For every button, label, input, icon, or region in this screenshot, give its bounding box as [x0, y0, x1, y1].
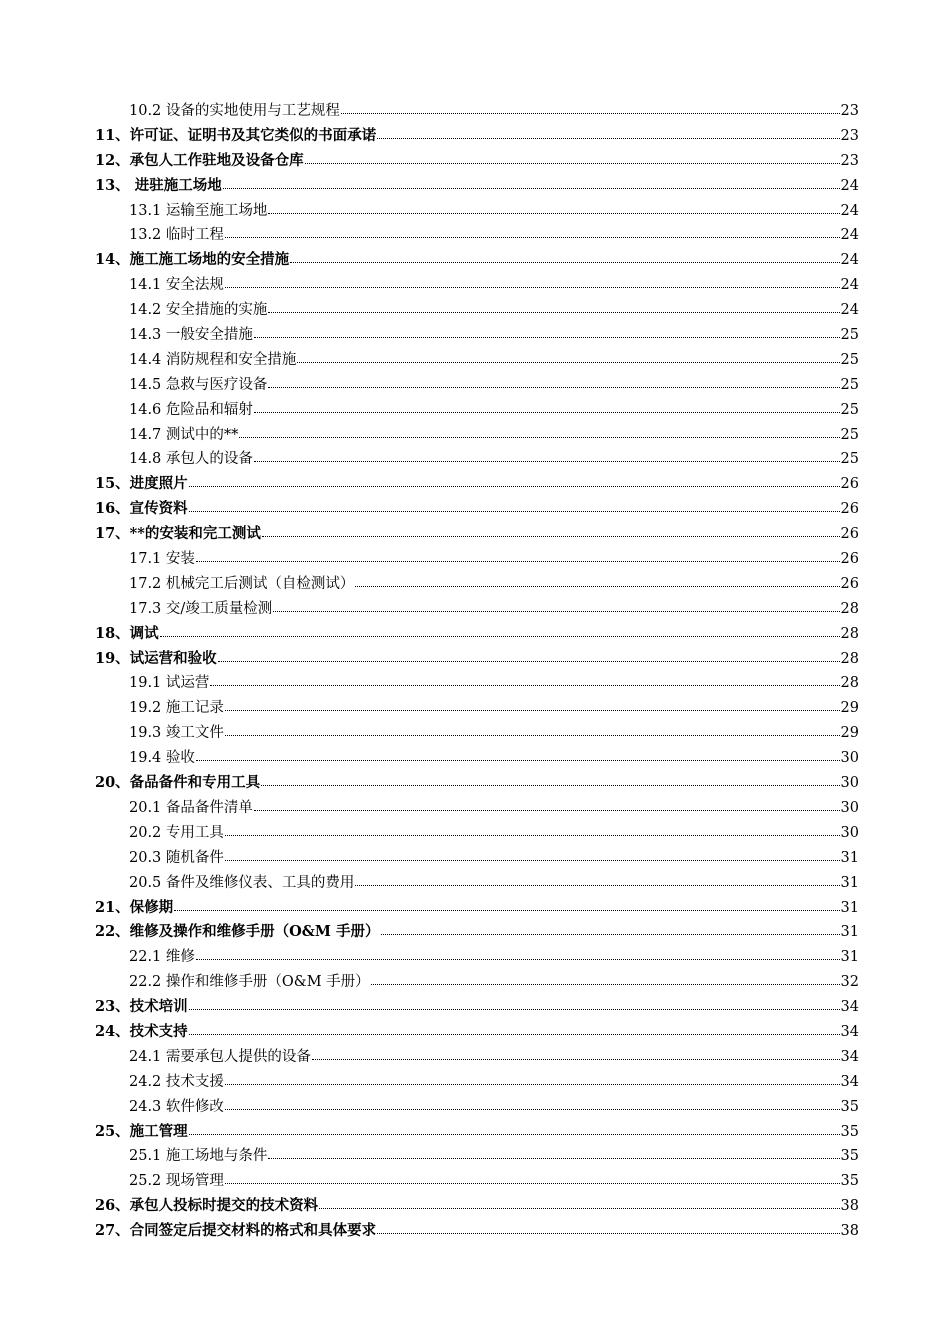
toc-entry-title: 12、承包人工作驻地及设备仓库: [95, 151, 304, 169]
toc-entry-title: 13.1 运输至施工场地: [129, 202, 268, 219]
toc-entry-page-number: 34: [840, 1048, 859, 1065]
toc-entry-subsection[interactable]: [95, 423, 859, 448]
toc-entry-title: 13、 进驻施工场地: [95, 176, 222, 194]
toc-entry-page-number: 26: [840, 551, 859, 568]
dot-leader: [254, 449, 840, 462]
dot-leader: [225, 1171, 840, 1184]
dot-leader: [225, 698, 840, 711]
dot-leader: [196, 947, 840, 960]
toc-entry-title: 20.2 专用工具: [129, 824, 224, 841]
toc-entry-section[interactable]: [95, 896, 859, 921]
dot-leader: [223, 176, 840, 189]
toc-entry-subsection[interactable]: [95, 970, 859, 995]
toc-entry-title: 14.3 一般安全措施: [129, 327, 253, 344]
toc-entry-title: 20.3 随机备件: [129, 849, 224, 866]
toc-entry-subsection[interactable]: [95, 796, 859, 821]
toc-entry-title: 27、合同签定后提交材料的格式和具体要求: [95, 1222, 377, 1240]
toc-entry-title: 20.1 备品备件清单: [129, 799, 253, 816]
toc-entry-subsection[interactable]: [95, 199, 859, 224]
toc-entry-subsection[interactable]: [95, 1095, 859, 1120]
dot-leader: [273, 599, 839, 612]
toc-entry-title: 14.8 承包人的设备: [129, 451, 253, 468]
toc-entry-subsection[interactable]: [95, 721, 859, 746]
toc-entry-page-number: 30: [840, 799, 859, 816]
toc-entry-title: 20.5 备件及维修仪表、工具的费用: [129, 874, 355, 891]
toc-entry-page-number: 28: [840, 600, 859, 617]
toc-entry-section[interactable]: [95, 174, 859, 199]
toc-entry-page-number: 26: [840, 575, 859, 592]
toc-entry-page-number: 25: [840, 327, 859, 344]
dot-leader: [262, 524, 840, 537]
dot-leader: [225, 823, 840, 836]
dot-leader: [254, 798, 840, 811]
dot-leader: [268, 375, 839, 388]
toc-entry-page-number: 26: [840, 476, 859, 493]
toc-entry-title: 11、许可证、证明书及其它类似的书面承诺: [95, 126, 377, 144]
dot-leader: [355, 873, 839, 886]
toc-entry-page-number: 29: [840, 725, 859, 742]
dot-leader: [196, 549, 840, 562]
toc-entry-subsection[interactable]: [95, 99, 859, 124]
toc-entry-section[interactable]: [95, 995, 859, 1020]
toc-entry-title: 26、承包人投标时提交的技术资料: [95, 1197, 319, 1215]
toc-entry-page-number: 30: [840, 824, 859, 841]
dot-leader: [312, 1047, 840, 1060]
toc-entry-subsection[interactable]: [95, 1070, 859, 1095]
toc-entry-page-number: 25: [840, 426, 859, 443]
toc-entry-title: 19.2 施工记录: [129, 700, 224, 717]
toc-entry-title: 19.1 试运营: [129, 675, 210, 692]
toc-entry-section[interactable]: [95, 920, 859, 945]
toc-entry-subsection[interactable]: [95, 846, 859, 871]
dot-leader: [189, 499, 840, 512]
dot-leader: [225, 723, 840, 736]
toc-entry-section[interactable]: [95, 124, 859, 149]
toc-entry-subsection[interactable]: [95, 1169, 859, 1194]
toc-entry-page-number: 38: [840, 1198, 859, 1215]
toc-entry-title: 17、**的安装和完工测试: [95, 525, 261, 543]
toc-entry-title: 19、试运营和验收: [95, 649, 217, 667]
dot-leader: [225, 848, 840, 861]
dot-leader: [254, 400, 840, 413]
toc-entry-title: 22.2 操作和维修手册（O&M 手册）: [129, 974, 370, 991]
toc-entry-title: 24、技术支持: [95, 1022, 188, 1040]
toc-entry-page-number: 25: [840, 351, 859, 368]
toc-entry-page-number: 23: [840, 152, 859, 169]
toc-entry-page-number: 31: [840, 924, 859, 941]
dot-leader: [225, 1072, 840, 1085]
toc-entry-page-number: 26: [840, 526, 859, 543]
toc-entry-title: 17.1 安装: [129, 551, 195, 568]
toc-entry-subsection[interactable]: [95, 821, 859, 846]
toc-entry-page-number: 30: [840, 750, 859, 767]
toc-entry-title: 14、施工施工场地的安全措施: [95, 251, 290, 269]
toc-entry-page-number: 28: [840, 650, 859, 667]
toc-entry-title: 16、宣传资料: [95, 500, 188, 518]
dot-leader: [174, 898, 839, 911]
dot-leader: [377, 1221, 839, 1234]
toc-entry-page-number: 29: [840, 700, 859, 717]
toc-entry-page-number: 31: [840, 949, 859, 966]
toc-entry-title: 20、备品备件和专用工具: [95, 774, 261, 792]
toc-entry-page-number: 25: [840, 401, 859, 418]
toc-entry-subsection[interactable]: [95, 696, 859, 721]
toc-entry-section[interactable]: [95, 622, 859, 647]
toc-entry-title: 17.2 机械完工后测试（自检测试）: [129, 575, 355, 592]
dot-leader: [225, 1097, 840, 1110]
toc-entry-page-number: 35: [840, 1123, 859, 1140]
dot-leader: [218, 649, 840, 662]
toc-entry-title: 24.2 技术支援: [129, 1073, 224, 1090]
toc-entry-page-number: 28: [840, 625, 859, 642]
toc-entry-page-number: 24: [840, 277, 859, 294]
toc-entry-title: 15、进度照片: [95, 475, 188, 493]
toc-entry-title: 25、施工管理: [95, 1122, 188, 1140]
dot-leader: [319, 1196, 839, 1209]
toc-entry-page-number: 31: [840, 849, 859, 866]
toc-entry-title: 18、调试: [95, 624, 159, 642]
toc-entry-subsection[interactable]: [95, 223, 859, 248]
toc-entry-title: 25.2 现场管理: [129, 1173, 224, 1190]
toc-entry-subsection[interactable]: [95, 572, 859, 597]
toc-entry-title: 17.3 交/竣工质量检测: [129, 600, 273, 617]
toc-entry-page-number: 26: [840, 501, 859, 518]
toc-entry-subsection[interactable]: [95, 1045, 859, 1070]
dot-leader: [268, 1146, 839, 1159]
dot-leader: [305, 151, 840, 164]
toc-entry-page-number: 31: [840, 899, 859, 916]
dot-leader: [268, 201, 839, 214]
toc-entry-section[interactable]: [95, 1219, 859, 1244]
dot-leader: [297, 350, 839, 363]
toc-entry-title: 24.1 需要承包人提供的设备: [129, 1048, 311, 1065]
dot-leader: [254, 325, 840, 338]
toc-entry-subsection[interactable]: [95, 273, 859, 298]
dot-leader: [225, 275, 840, 288]
toc-entry-title: 14.4 消防规程和安全措施: [129, 351, 297, 368]
toc-entry-title: 22.1 维修: [129, 949, 195, 966]
toc-entry-subsection[interactable]: [95, 1144, 859, 1169]
toc-entry-page-number: 23: [840, 103, 859, 119]
dot-leader: [268, 300, 839, 313]
dot-leader: [371, 972, 840, 985]
toc-entry-section[interactable]: [95, 472, 859, 497]
toc-entry-title: 14.2 安全措施的实施: [129, 302, 268, 319]
toc-entry-page-number: 35: [840, 1148, 859, 1165]
toc-entry-title: 14.1 安全法规: [129, 277, 224, 294]
toc-entry-subsection[interactable]: [95, 671, 859, 696]
toc-entry-subsection[interactable]: [95, 348, 859, 373]
toc-entry-page-number: 35: [840, 1098, 859, 1115]
toc-entry-title: 19.4 验收: [129, 750, 195, 767]
dot-leader: [381, 922, 840, 935]
toc-entry-section[interactable]: [95, 522, 859, 547]
table-of-contents: [95, 99, 859, 1244]
toc-entry-subsection[interactable]: [95, 298, 859, 323]
toc-entry-page-number: 38: [840, 1223, 859, 1240]
toc-entry-section[interactable]: [95, 647, 859, 672]
toc-entry-page-number: 28: [840, 675, 859, 692]
toc-entry-title: 22、维修及操作和维修手册（O&M 手册）: [95, 923, 380, 941]
toc-entry-title: 14.6 危险品和辐射: [129, 401, 253, 418]
dot-leader: [189, 1122, 840, 1135]
dot-leader: [196, 748, 840, 761]
toc-entry-title: 10.2 设备的实地使用与工艺规程: [129, 103, 340, 119]
toc-entry-page-number: 24: [840, 202, 859, 219]
dot-leader: [341, 101, 840, 114]
toc-entry-title: 23、技术培训: [95, 998, 188, 1016]
toc-entry-page-number: 34: [840, 999, 859, 1016]
toc-entry-section[interactable]: [95, 248, 859, 273]
dot-leader: [189, 997, 840, 1010]
toc-entry-section[interactable]: [95, 149, 859, 174]
dot-leader: [189, 1022, 840, 1035]
toc-entry-section[interactable]: [95, 1194, 859, 1219]
dot-leader: [261, 773, 839, 786]
toc-entry-page-number: 35: [840, 1173, 859, 1190]
toc-entry-title: 13.2 临时工程: [129, 227, 224, 244]
toc-entry-page-number: 24: [840, 252, 859, 269]
toc-entry-section[interactable]: [95, 1020, 859, 1045]
toc-entry-subsection[interactable]: [95, 597, 859, 622]
toc-entry-page-number: 34: [840, 1073, 859, 1090]
toc-entry-section[interactable]: [95, 771, 859, 796]
toc-entry-subsection[interactable]: [95, 373, 859, 398]
toc-entry-page-number: 24: [840, 177, 859, 194]
dot-leader: [239, 425, 839, 438]
toc-entry-title: 24.3 软件修改: [129, 1098, 224, 1115]
toc-entry-page-number: 31: [840, 874, 859, 891]
dot-leader: [355, 574, 839, 587]
dot-leader: [225, 225, 840, 238]
toc-entry-page-number: 24: [840, 302, 859, 319]
toc-entry-subsection[interactable]: [95, 398, 859, 423]
toc-entry-page-number: 25: [840, 376, 859, 393]
toc-entry-section[interactable]: [95, 497, 859, 522]
toc-entry-title: 19.3 竣工文件: [129, 725, 224, 742]
toc-entry-subsection[interactable]: [95, 871, 859, 896]
toc-entry-page-number: 30: [840, 775, 859, 792]
toc-entry-page-number: 25: [840, 451, 859, 468]
dot-leader: [290, 250, 839, 263]
toc-entry-page-number: 32: [840, 974, 859, 991]
toc-entry-title: 14.7 测试中的**: [129, 426, 239, 443]
dot-leader: [189, 474, 840, 487]
toc-entry-title: 21、保修期: [95, 898, 174, 916]
toc-entry-page-number: 24: [840, 227, 859, 244]
toc-entry-subsection[interactable]: [95, 547, 859, 572]
toc-entry-subsection[interactable]: [95, 323, 859, 348]
dot-leader: [210, 673, 839, 686]
dot-leader: [160, 624, 840, 637]
toc-entry-page-number: 34: [840, 1023, 859, 1040]
toc-entry-subsection[interactable]: [95, 945, 859, 970]
toc-entry-page-number: 23: [840, 127, 859, 144]
toc-entry-section[interactable]: [95, 1120, 859, 1145]
toc-entry-subsection[interactable]: [95, 746, 859, 771]
dot-leader: [377, 126, 839, 139]
toc-entry-title: 14.5 急救与医疗设备: [129, 376, 268, 393]
toc-entry-subsection[interactable]: [95, 447, 859, 472]
toc-entry-title: 25.1 施工场地与条件: [129, 1148, 268, 1165]
